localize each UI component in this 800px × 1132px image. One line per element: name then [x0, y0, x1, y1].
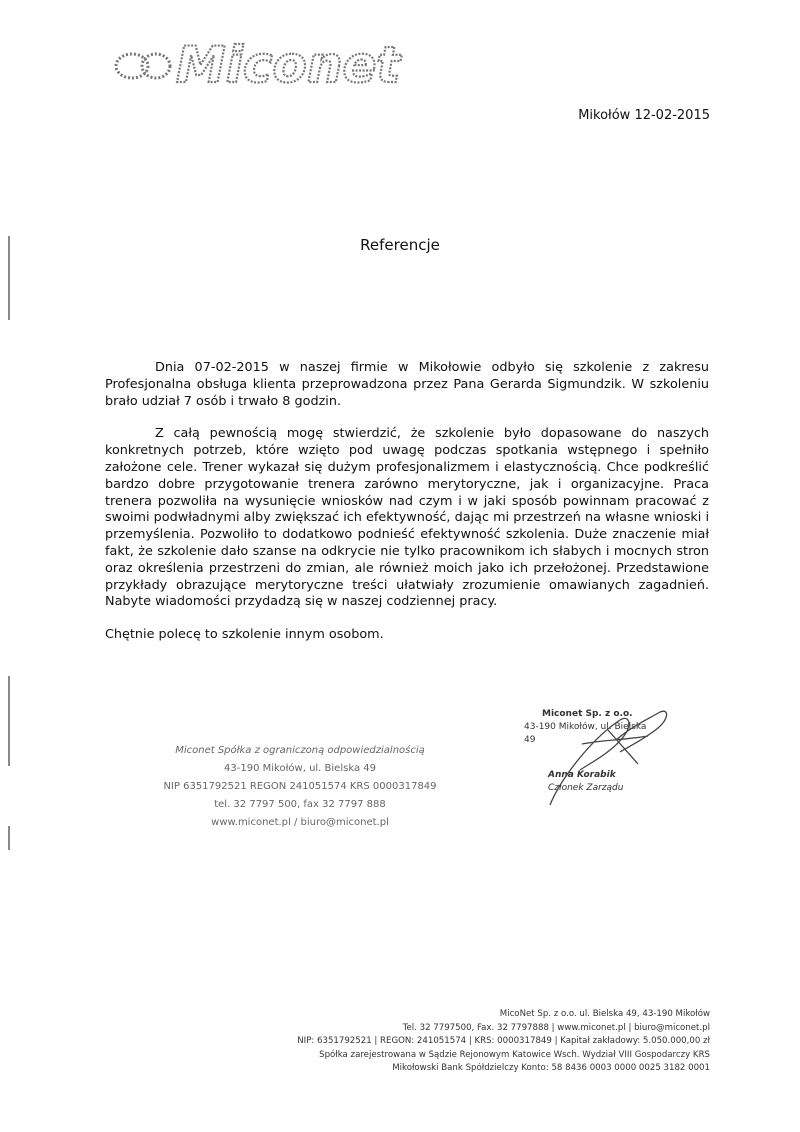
scan-edge-mark [8, 676, 10, 766]
stamp-line: Miconet Sp. z o.o. [542, 709, 633, 719]
paragraph-recommendation: Chętnie polecę to szkolenie innym osobom. [105, 627, 384, 643]
paragraph-training-info: Dnia 07-02-2015 w naszej firmie w Mikołowie odbyło się szkolenie z zakresu Profesjonalna obsługa klienta przeprowadzona przez Pana Gerarda Sigmundzik. W szkoleniu brało udział 7 osób i trwało 8 godzin. [105, 360, 709, 409]
stamp-line: Miconet Spółka z ograniczoną odpowiedzialnością [175, 745, 425, 756]
miconet-logo [106, 36, 401, 94]
paragraph-evaluation: Z całą pewnością mogę stwierdzić, że szkolenie było dopasowane do naszych konkretnych potrzeb, które wzięto pod uwagę podczas spotkania wstępnego i spełniło założone cele. Trener wykazał się dużym profesjonalizmem i elastycznością. Chce podkreślić bardzo dobre przygotowanie trenera zarówno merytoryczne, jak i organizacyjne. Praca trenera pozwoliła na wysunięcie wniosków nad czym i w jaki sposób powinnam pracować z swoimi podwładnymi alby zwiększać ich efektywność, dając mi przestrzeń na własne wnioski i przemyślenia. Pozwoliło to dodatkowo podnieść efektywność szkolenia. Duże znaczenie miał fakt, że szkolenie dało szanse na odkrycie nie tylko pracownikom ich słabych i mocnych stron oraz określenia przestrzeni do zmian, ale również moich jako ich przełożonej. Przedstawione przykłady obrazujące merytoryczne treści ułatwiały zrozumienie omawianych zagadnień. Nabyte wiadomości przydadzą się w naszej codziennej pracy. [105, 426, 709, 610]
company-stamp [140, 742, 460, 832]
handwritten-signature [520, 700, 690, 810]
footer-line: Spółka zarejestrowana w Sądzie Rejonowym Katowice Wsch. Wydział VIII Gospodarczy KRS [319, 1049, 710, 1060]
stamp-line: tel. 32 7797 500, fax 32 7797 888 [214, 799, 386, 810]
footer-line: Mikołowski Bank Spółdzielczy Konto: 58 8436 0003 0000 0025 3182 0001 [392, 1063, 710, 1074]
stamp-line: 43-190 Mikołów, ul. Bielska 49 [524, 722, 647, 745]
document-title: Referencje [360, 236, 440, 254]
stamp-line: 43-190 Mikołów, ul. Bielska 49 [224, 763, 376, 774]
footer-line: NIP: 6351792521 | REGON: 241051574 | KRS: 0000317849 | Kapitał zakładowy: 5.050.000,00 zł [297, 1036, 710, 1047]
signatory-name: Anna Korabik [548, 770, 616, 780]
company-footer [260, 1008, 710, 1076]
scan-edge-mark [8, 826, 10, 850]
footer-line: MicoNet Sp. z o.o. ul. Bielska 49, 43-190 Mikołów [499, 1009, 710, 1019]
stamp-line: www.miconet.pl / biuro@miconet.pl [211, 817, 389, 828]
signatory-position: Członek Zarządu [548, 783, 624, 793]
document-date: Mikołów 12-02-2015 [578, 108, 710, 123]
svg-text:Miconet: Miconet [176, 36, 401, 94]
footer-line: Tel. 32 7797500, Fax. 32 7797888 | www.miconet.pl | biuro@miconet.pl [402, 1022, 710, 1033]
stamp-line: NIP 6351792521 REGON 241051574 KRS 0000317849 [163, 781, 437, 792]
letter-body [105, 360, 709, 644]
scan-edge-mark [8, 236, 10, 320]
